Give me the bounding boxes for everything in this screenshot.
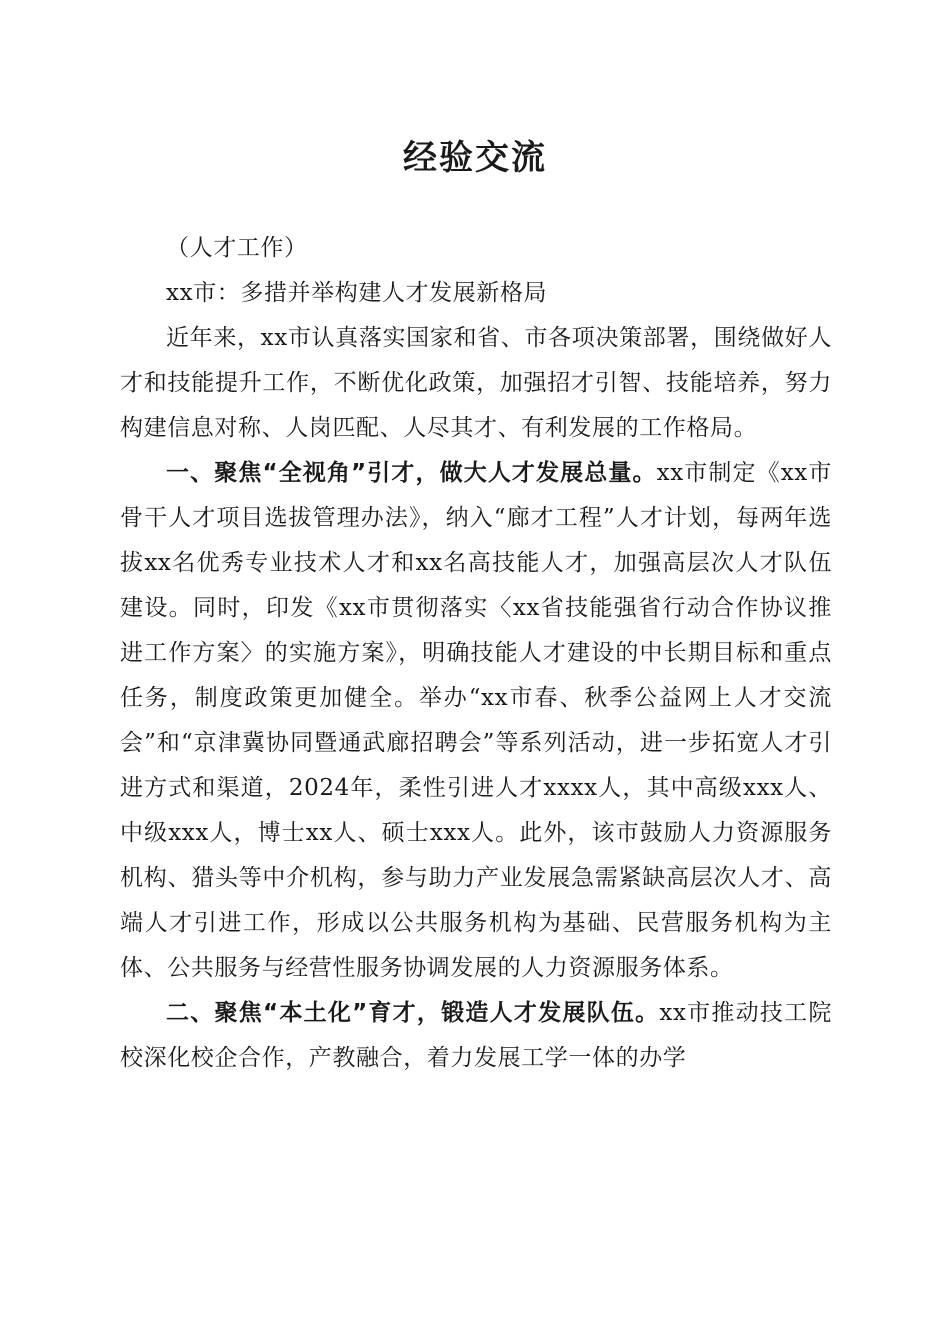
section-paragraph-2 <box>120 991 832 1081</box>
document-body <box>120 226 832 1081</box>
section-text-2: xx市推动技工院校深化校企合作，产教融合，着力发展工学一体的办学 <box>120 1000 832 1071</box>
subtitle-line: xx市：多措并举构建人才发展新格局 <box>166 280 548 306</box>
section-text-1: xx市制定《xx市骨干人才项目选拔管理办法》，纳入“廊才工程”人才计划，每两年选拔xx名优秀专业技术人才和xx名高技能人才，加强高层次人才队伍建设。同时，印发《xx市贯彻落实〈xx省技能强省行动合作协议推进工作方案〉的实施方案》，明确技能人才建设的中长期目标和重点任务，制度政策更加健全。举办“xx市春、秋季公益网上人才交流会”和“京津冀协同暨通武廊招聘会”等系列活动，进一步拓宽人才引进方式和渠道，2024年，柔性引进人才xxxx人，其中高级xxx人、中级xxx人，博士xx人、硕士xxx人。此外，该市鼓励人力资源服务机构、猎头等中介机构，参与助力产业发展急需紧缺高层次人才、高端人才引进工作，形成以公共服务机构为基础、民营服务机构为主体、公共服务与经营性服务协调发展的人力资源服务体系。 <box>120 460 832 981</box>
section-heading-2: 二、聚焦“本土化”育才，锻造人才发展队伍。 <box>166 1000 660 1026</box>
section-heading-1: 一、聚焦“全视角”引才，做大人才发展总量。 <box>166 460 657 486</box>
section-paragraph-1 <box>120 451 832 991</box>
document-title: 经验交流 <box>403 138 547 178</box>
category-line: （人才工作） <box>166 235 308 261</box>
intro-paragraph: 近年来，xx市认真落实国家和省、市各项决策部署，围绕做好人才和技能提升工作，不断优化政策，加强招才引智、技能培养，努力构建信息对称、人岗匹配、人尽其才、有利发展的工作格局。 <box>120 325 832 441</box>
